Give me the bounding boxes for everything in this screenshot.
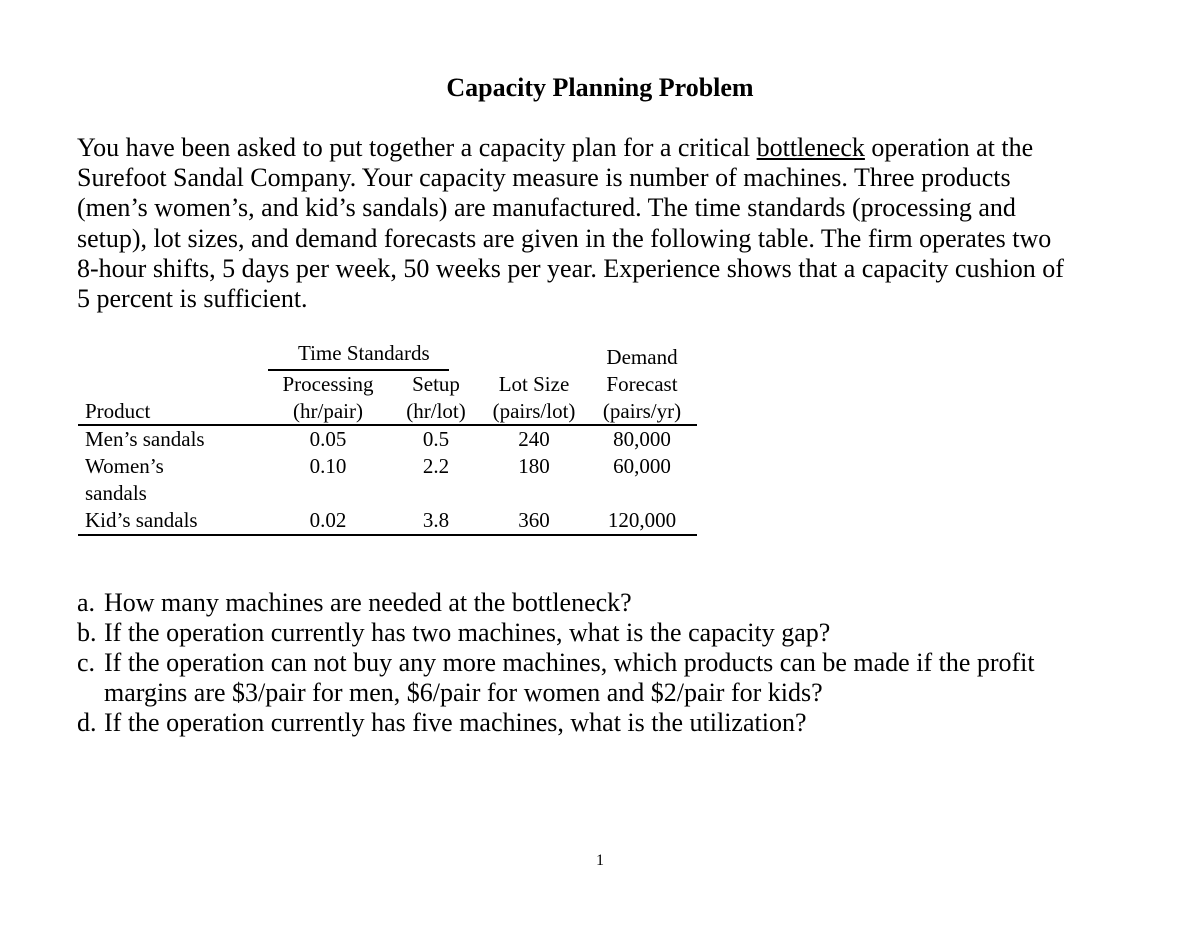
question-text: If the operation currently has five machines, what is the utilization? [104,708,807,737]
setup-cell: 2.2 [422,454,450,478]
product-header: Product [85,399,151,423]
intro-line-5: 8-hour shifts, 5 days per week, 50 weeks per year. Experience shows that a capacity cushion of [77,253,1064,283]
page-title: Capacity Planning Problem [446,73,754,102]
product-cell: Men’s sandals [85,427,205,451]
data-table-container [78,340,697,536]
processing-cell: 0.05 [309,427,347,451]
question-letter: b. [77,618,97,647]
processing-cell: 0.10 [309,454,347,478]
lot-size-cell: 180 [518,454,550,478]
question-item [77,708,1035,738]
intro-line-3: (men’s women’s, and kid’s sandals) are manufactured. The time standards (processing and [77,193,1016,223]
header-row-2 [78,371,697,398]
underlined-term: bottleneck [756,133,865,162]
header-row-3 [78,398,697,425]
question-text-line-1: If the operation can not buy any more machines, which products can be made if the profit [104,648,1035,677]
product-cell [78,453,265,507]
lot-size-header-line-1: Lot Size [498,372,570,396]
time-standards-header: Time Standards [268,340,449,371]
demand-header-line-3: (pairs/yr) [602,399,682,423]
question-letter: a. [77,588,96,617]
processing-cell: 0.02 [309,508,347,532]
question-text [104,648,1035,708]
product-cell-line-1: Women’s [85,454,164,478]
question-letter: c. [77,648,96,677]
setup-cell: 3.8 [422,508,450,532]
demand-cell: 120,000 [607,508,677,532]
question-text-line-2: margins are $3/pair for men, $6/pair for women and $2/pair for kids? [104,678,823,707]
intro-line-1 [77,133,1137,163]
question-item [77,648,1035,708]
processing-header-line-2: (hr/pair) [293,399,363,423]
setup-cell: 0.5 [422,427,450,451]
processing-header-line-1: Processing [282,372,374,396]
intro-line-2: Surefoot Sandal Company. Your capacity measure is number of machines. Three products [77,163,1011,193]
problem-statement [77,133,1137,314]
data-table [78,340,697,536]
lot-size-cell: 240 [518,427,550,451]
product-cell-line-2: sandals [85,481,147,505]
intro-line-6: 5 percent is sufficient. [77,284,308,314]
intro-line-1-pre: You have been asked to put together a capacity plan for a critical [77,133,757,162]
lot-size-cell: 360 [518,508,550,532]
demand-header-line-1: Demand [606,345,678,369]
demand-cell: 80,000 [613,427,671,451]
product-cell: Kid’s sandals [85,508,198,532]
intro-line-1-post: operation at the [864,133,1034,162]
table-row [78,425,697,453]
demand-header-line-2: Forecast [606,372,678,396]
table-row [78,507,697,535]
intro-line-4: setup), lot sizes, and demand forecasts are given in the following table. The firm operates two [77,223,1052,253]
question-letter: d. [77,708,97,737]
setup-header-line-1: Setup [412,372,460,396]
table-row [78,453,697,507]
question-item [77,588,1035,618]
question-text: If the operation currently has two machines, what is the capacity gap? [104,618,831,647]
question-item [77,618,1035,648]
question-list [77,588,1035,738]
lot-size-header-line-2: (pairs/lot) [492,399,576,423]
group-header-row [78,340,697,371]
demand-cell: 60,000 [613,454,671,478]
question-text: How many machines are needed at the bottleneck? [104,588,632,617]
page-number: 1 [596,852,604,869]
setup-header-line-2: (hr/lot) [406,399,466,423]
